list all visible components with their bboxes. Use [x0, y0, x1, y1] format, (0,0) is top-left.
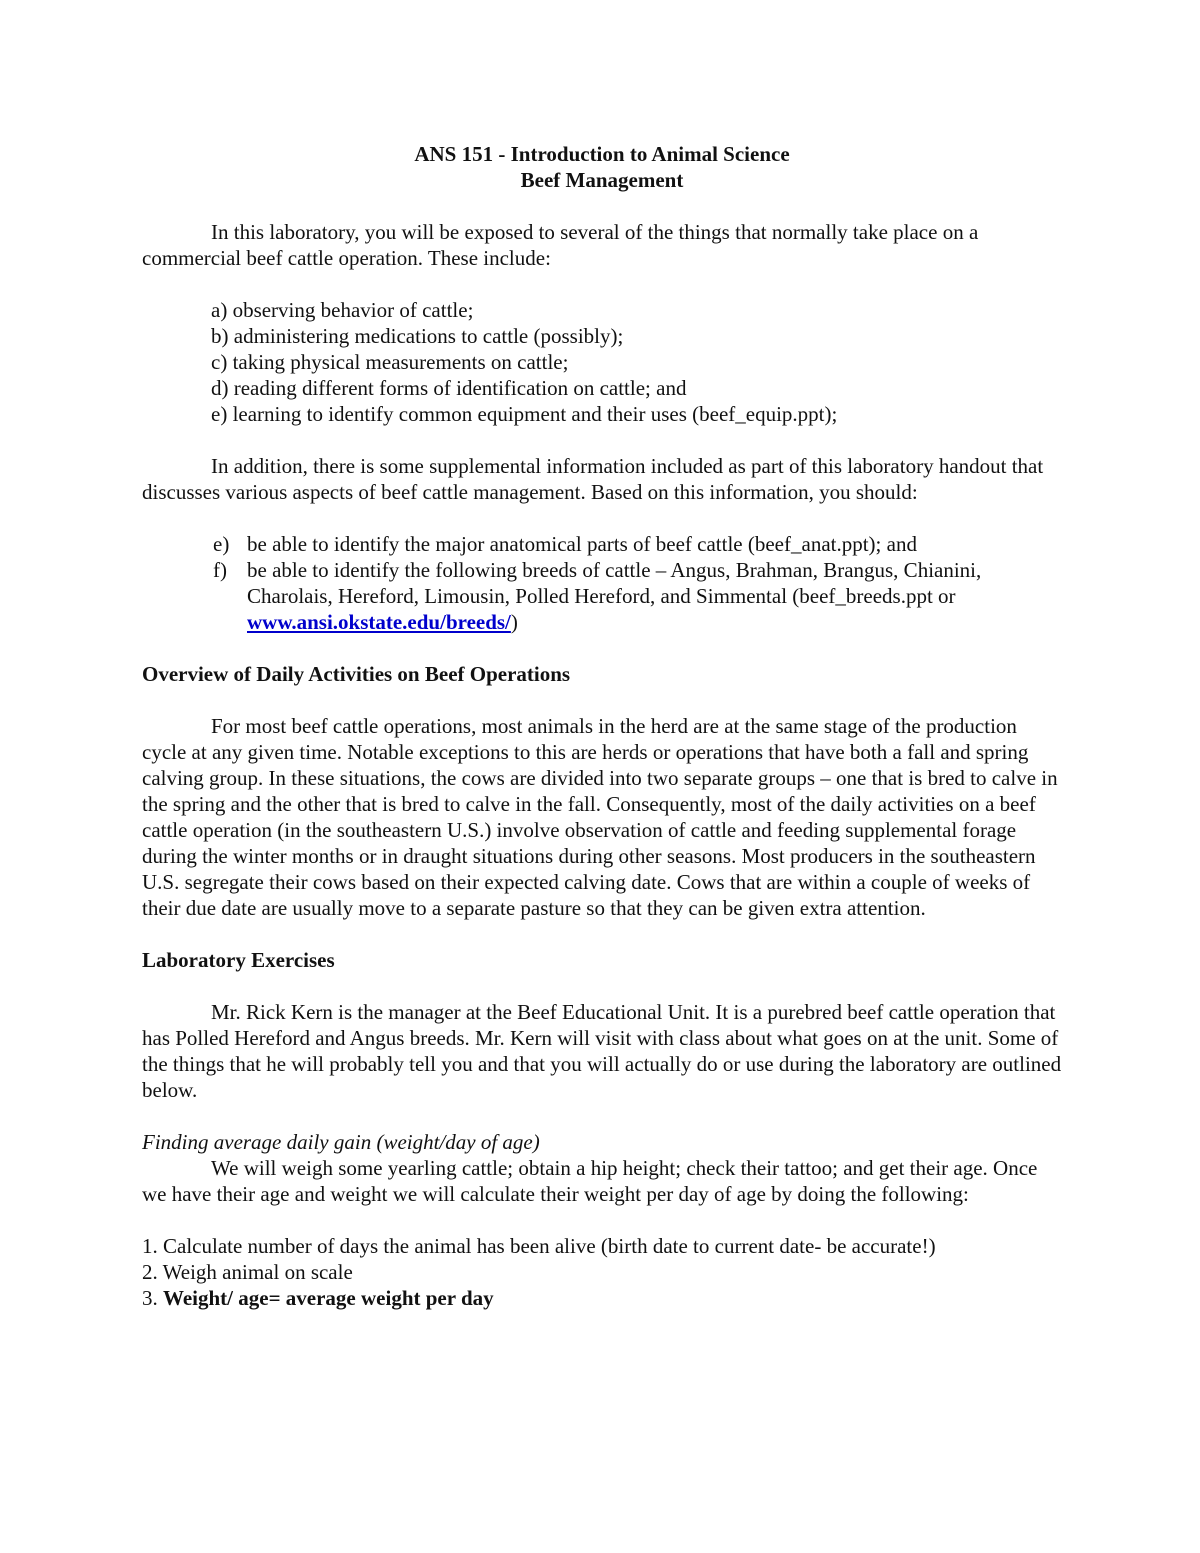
intro-paragraph: In this laboratory, you will be exposed to several of the things that normally take place on a commercial beef cattle operation. These include: — [142, 220, 979, 270]
list-item: d) reading different forms of identification on cattle; and — [211, 376, 687, 400]
list-item-text: be able to identify the following breeds of cattle – Angus, Brahman, Brangus, Chianini, Charolais, Hereford, Limousin, Polled Hereford, and Simmental (beef_breeds.ppt or — [247, 558, 982, 608]
step-text: Calculate number of days the animal has been alive (birth date to current date- be accurate!) — [163, 1234, 936, 1258]
list-item-text-end: ) — [510, 610, 518, 634]
step-number: 1. — [142, 1234, 158, 1258]
breeds-link[interactable]: www.ansi.okstate.edu/breeds/ — [247, 610, 511, 634]
overview-heading: Overview of Daily Activities on Beef Operations — [142, 662, 571, 686]
overview-paragraph: For most beef cattle operations, most animals in the herd are at the same stage of the production cycle at any given time. Notable exceptions to this are herds or operations that have both a fall and spring calving group. In these situations, the cows are divided into two separate groups – one that is bred to calve in the spring and the other that is bred to calve in the fall. Consequently, most of the daily activities on a beef cattle operation (in the southeastern U.S.) involve observation of cattle and feeding supplemental forage during the winter months or in draught situations during other seasons. Most producers in the southeastern U.S. segregate their cows based on their expected calving date. Cows that are within a couple of weeks of their due date are usually move to a separate pasture so that they can be given extra attention. — [142, 714, 1058, 920]
list-item: c) taking physical measurements on cattle; — [211, 350, 569, 374]
step-number: 2. — [142, 1260, 158, 1284]
list-marker: e) — [213, 532, 230, 556]
list-item — [142, 531, 1062, 557]
step-item — [142, 1233, 1062, 1259]
steps-list — [142, 1233, 1062, 1311]
step-item — [142, 1285, 1062, 1311]
list-marker: f) — [213, 558, 227, 582]
list-item — [142, 557, 1062, 635]
lab-exercises-paragraph: Mr. Rick Kern is the manager at the Beef Educational Unit. It is a purebred beef cattle operation that has Polled Hereford and Angus breeds. Mr. Kern will visit with class about what goes on at the unit. Some of the things that he will probably tell you and that you will actually do or use during the laboratory are outlined below. — [142, 1000, 1062, 1102]
step-number: 3. — [142, 1286, 158, 1310]
lab-exercises-heading: Laboratory Exercises — [142, 948, 335, 972]
document-page — [142, 141, 1062, 1311]
course-title: ANS 151 - Introduction to Animal Science — [414, 142, 790, 166]
list-item: e) learning to identify common equipment and their uses (beef_equip.ppt); — [211, 402, 838, 426]
list-item-text: be able to identify the major anatomical parts of beef cattle (beef_anat.ppt); and — [247, 532, 917, 556]
list-item: b) administering medications to cattle (possibly); — [211, 324, 624, 348]
step-text: Weight/ age= average weight per day — [163, 1286, 494, 1310]
list-item: a) observing behavior of cattle; — [211, 298, 474, 322]
adg-heading: Finding average daily gain (weight/day of age) — [142, 1130, 540, 1154]
document-title: Beef Management — [520, 168, 684, 192]
objectives-list — [142, 531, 1062, 635]
step-item — [142, 1259, 1062, 1285]
adg-paragraph: We will weigh some yearling cattle; obtain a hip height; check their tattoo; and get their age. Once we have their age and weight we will calculate their weight per day of age by doing the following: — [142, 1156, 1038, 1206]
intro-list — [142, 297, 1062, 427]
addition-paragraph: In addition, there is some supplemental information included as part of this laboratory handout that discusses various aspects of beef cattle management. Based on this information, you should: — [142, 454, 1044, 504]
step-text: Weigh animal on scale — [162, 1260, 353, 1284]
